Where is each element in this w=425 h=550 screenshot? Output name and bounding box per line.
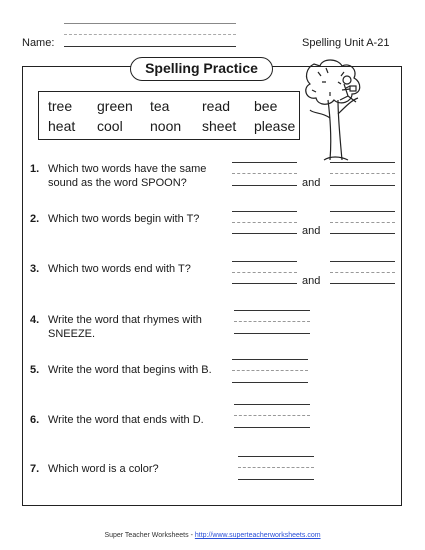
word-bank-word: noon <box>150 118 182 134</box>
answer-line-top <box>234 310 310 311</box>
answer-line-top <box>232 359 308 360</box>
and-label: and <box>302 225 321 237</box>
question-text: Write the word that begins with B. <box>48 364 212 376</box>
question-text: Write the word that rhymes with SNEEZE. <box>48 314 202 340</box>
name-line-midline <box>64 34 236 35</box>
answer-line-top <box>330 211 395 212</box>
answer-midline <box>330 173 395 174</box>
answer-line-top <box>232 261 297 262</box>
worksheet-title: Spelling Practice <box>130 57 273 81</box>
answer-line[interactable] <box>232 382 308 383</box>
question-number: 4. <box>30 314 40 326</box>
answer-line[interactable] <box>330 233 395 234</box>
and-label: and <box>302 177 321 189</box>
word-bank-word: sheet <box>202 118 237 134</box>
footer <box>0 532 425 539</box>
word-bank-word: cool <box>97 118 123 134</box>
answer-line[interactable] <box>234 427 310 428</box>
footer-url-link[interactable]: http://www.superteacherworksheets.com <box>194 532 321 539</box>
answer-midline <box>232 272 297 273</box>
name-input-line[interactable] <box>64 46 236 47</box>
question-text: Write the word that ends with D. <box>48 414 204 426</box>
footer-separator: - <box>190 532 193 539</box>
answer-midline <box>232 222 297 223</box>
answer-midline <box>234 321 310 322</box>
answer-midline <box>234 415 310 416</box>
answer-line[interactable] <box>330 283 395 284</box>
word-bank-word: tree <box>48 98 73 114</box>
question-number: 5. <box>30 364 40 376</box>
answer-line-top <box>232 162 297 163</box>
answer-line[interactable] <box>234 333 310 334</box>
answer-line-top <box>234 404 310 405</box>
question-number: 3. <box>30 263 40 275</box>
word-bank-word: heat <box>48 118 76 134</box>
question-text: Which two words have the same sound as the word SPOON? <box>48 163 207 189</box>
question-number: 6. <box>30 414 40 426</box>
answer-midline <box>330 222 395 223</box>
word-bank-word: please <box>254 118 296 134</box>
word-bank-word: tea <box>150 98 170 114</box>
answer-line[interactable] <box>232 283 297 284</box>
answer-line-top <box>232 211 297 212</box>
answer-line[interactable] <box>232 233 297 234</box>
word-bank-word: green <box>97 98 133 114</box>
tree-reading-illustration-icon <box>300 56 380 166</box>
word-bank-word: read <box>202 98 231 114</box>
answer-line-top <box>330 261 395 262</box>
answer-line[interactable] <box>232 185 297 186</box>
question-number: 7. <box>30 463 40 475</box>
answer-line[interactable] <box>330 185 395 186</box>
word-bank-word: bee <box>254 98 278 114</box>
question-text: Which two words begin with T? <box>48 213 200 225</box>
question-number: 2. <box>30 213 40 225</box>
answer-line[interactable] <box>238 479 314 480</box>
answer-midline <box>330 272 395 273</box>
answer-midline <box>232 370 308 371</box>
answer-line-top <box>330 162 395 163</box>
name-label: Name: <box>22 37 55 49</box>
and-label: and <box>302 275 321 287</box>
answer-midline <box>238 467 314 468</box>
question-text: Which two words end with T? <box>48 263 191 275</box>
footer-brand: Super Teacher Worksheets <box>104 532 189 539</box>
name-line-top <box>64 23 236 24</box>
unit-label: Spelling Unit A-21 <box>302 37 390 49</box>
answer-line-top <box>238 456 314 457</box>
question-number: 1. <box>30 163 40 175</box>
answer-midline <box>232 173 297 174</box>
question-text: Which word is a color? <box>48 463 159 475</box>
